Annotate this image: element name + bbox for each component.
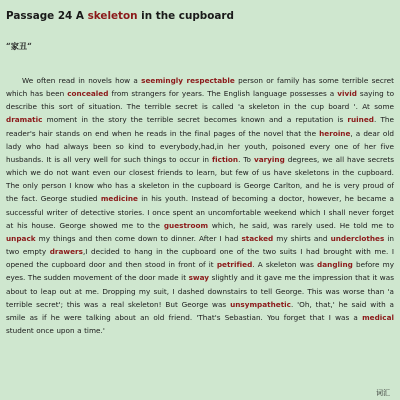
vocabulary-label[interactable]: 词汇 — [376, 389, 390, 397]
body-text-segment: my things and then come down to dinner. After I had — [35, 233, 242, 243]
vocab-word: sway — [188, 273, 210, 283]
body-text-segment: , a dear old lady who had always been so kind to everybody,had,in her youth, poisoned every one of her five husbands. It is all very well for such things to occur in — [6, 128, 394, 164]
vocab-word: stacked — [241, 233, 274, 243]
body-text-segment: person or family has some terrible secret which has been — [6, 76, 394, 99]
body-text-segment: . A skeleton was — [252, 260, 318, 270]
vocab-word: underclothes — [330, 233, 385, 243]
body-text-segment: We often read in novels how a — [22, 76, 142, 85]
body-text-segment: from strangers for years. The English language possesses a — [108, 89, 338, 99]
body-text-segment: in his youth. Instead of becoming a doctor, however, he became a successful writer of detective stories. I once spent an uncomfortable weekend which I shall never forget at his house. George showed me to the — [6, 194, 394, 230]
body-text-segment: my shirts and — [273, 233, 331, 243]
body-text-segment: ,I decided to hang in the cupboard one of the two suits I had brought with me. I opened the cupboard door and then stood in front of it — [6, 247, 394, 270]
body-text-segment: saying to describe this sort of situation. The terrible secret is called 'a skeleton in the cup board '. At some — [6, 89, 395, 112]
vocab-word: concealed — [67, 89, 109, 99]
vocab-word: fiction — [211, 154, 239, 164]
vocab-word: petrified — [216, 260, 253, 270]
vocab-word: vivid — [337, 89, 357, 99]
vocab-word: ruined — [347, 115, 374, 125]
body-text-segment: degrees, we all have secrets which we do not want even our closest friends to learn, but few of us have skeletons in the cupboard. The only person I know who has a skeleton in the cupboard is George Carlton, and he is very proud of the fact. George studied — [6, 154, 395, 204]
vocab-word: unsympathetic — [230, 299, 291, 309]
passage-body — [6, 74, 394, 337]
vocab-word: drawers — [49, 247, 83, 257]
vocab-word: guestroom — [163, 220, 209, 230]
title-keyword: skeleton — [87, 10, 138, 22]
vocab-word: medical — [362, 312, 394, 322]
body-text-segment: . 'Oh, that,' he said with a smile as if he were talking about an old friend. 'That's Sebastian. You forget that I was a — [6, 299, 394, 322]
vocab-word: dangling — [317, 260, 353, 270]
vocab-word: heroine — [319, 128, 351, 138]
vocab-word: varying — [253, 154, 285, 164]
title-suffix: in the cupboard — [137, 10, 234, 22]
body-text-segment: moment in the story the terrible secret becomes known and a reputation is — [42, 115, 348, 125]
passage-title — [6, 9, 394, 23]
body-text-segment: before my eyes. The sudden movement of the door made it — [6, 260, 394, 283]
vocab-word: unpack — [6, 233, 36, 243]
body-text-segment: in two empty — [6, 233, 394, 257]
body-text-segment: . The reader's hair stands on end when he reads in the final pages of the novel that the — [6, 115, 394, 138]
body-text-segment: . To — [238, 154, 254, 164]
body-text-segment: which, he said, was rarely used. He told me to — [208, 220, 394, 230]
title-prefix: Passage 24 A — [6, 10, 88, 22]
vocab-word: medicine — [100, 194, 138, 204]
body-text-segment: slightly and it gave me the impression that it was about to leap out at me. Dropping my suit, I dashed downstairs to tell George. This was worse than 'a terrible secret'; this was a real skeleton! But George was — [6, 273, 394, 309]
passage-subtitle: “家丑“ — [6, 41, 32, 51]
vocab-word: dramatic — [6, 115, 43, 125]
body-text-segment: student once upon a time.' — [6, 325, 105, 335]
vocab-word: seemingly respectable — [141, 76, 235, 85]
